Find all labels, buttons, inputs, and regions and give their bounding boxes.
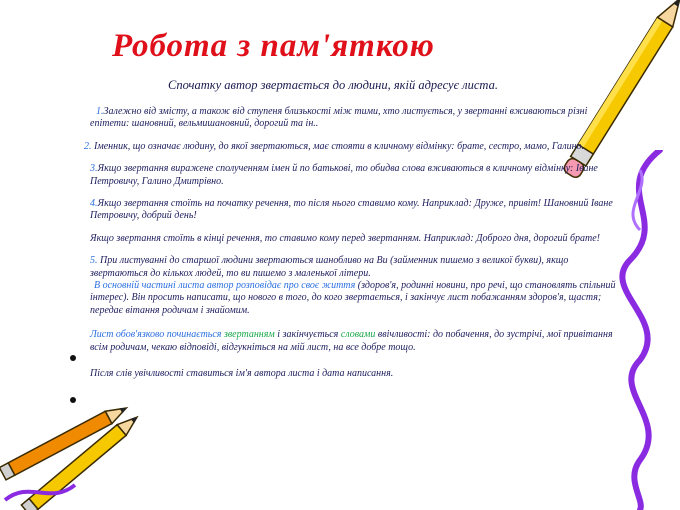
paragraph-number: 2. <box>84 140 92 152</box>
memo-paragraph-4b: Якщо звертання стоїть в кінці речення, то ставимо кому перед звертанням. Наприклад: Доброго дня, дорогий брате! <box>90 232 600 244</box>
memo-paragraph-7 <box>90 329 620 354</box>
paragraph-number: 3. <box>90 163 98 175</box>
memo-paragraph-5 <box>90 255 620 280</box>
paragraph-number: 1. <box>96 106 104 117</box>
slide-title: Робота з пам'яткою <box>112 28 435 64</box>
memo-paragraph-8: Після слів увічливості ставиться ім'я автора листа і дата написання. <box>90 368 394 380</box>
memo-paragraph-6 <box>90 280 620 317</box>
memo-paragraph-3 <box>90 163 620 188</box>
highlight-text: В основній частині листа автор розповідає про своє життя <box>94 280 356 292</box>
memo-paragraph-2 <box>84 141 620 153</box>
pencil-decor-bottom-left-icon <box>0 390 150 510</box>
bullet-icon <box>70 397 76 403</box>
memo-paragraph-4 <box>90 198 620 223</box>
highlight-word: словами <box>340 329 376 341</box>
paragraph-text: Якщо звертання стоїть на початку речення, то після нього ставимо кому. Наприклад: Друже, привіт! Шановний Іване Петровичу, добрий день! <box>90 198 613 222</box>
paragraph-text: Іменник, що означає людину, до якої звертаються, має стояти в кличному відмінку: брате, сестро, мамо, Галино. <box>91 140 585 152</box>
memo-body <box>84 106 620 391</box>
memo-paragraph-1 <box>90 106 620 131</box>
paragraph-text: (здоров'я, родинні новини, про речі, що становлять спільний інтерес). Він просить написати, що нового в того, до кого звертається, і закінчує лист побажанням здоров'я, щастя; передає вітання родичам і знайомим. <box>90 280 616 316</box>
paragraph-number: 4. <box>90 198 98 210</box>
paragraph-text: Якщо звертання виражене сполученням імен й по батькові, то обидва слова вживаються в кличному відмінку: Іване Петровичу, Галино Дмитрівно. <box>90 163 598 187</box>
paragraph-text: і закінчується <box>274 329 341 341</box>
paragraph-text: При листуванні до старшої людини звертаються шанобливо на Ви (займенник пишемо з великої букви), якщо звертаються до кількох людей, то ви пишемо з маленької літери. <box>90 255 569 279</box>
paragraph-number: 5. <box>90 255 98 267</box>
bullet-icon <box>70 355 76 361</box>
highlight-word: звертанням <box>223 329 275 341</box>
slide-subtitle: Спочатку автор звертається до людини, якій адресує листа. <box>168 78 498 92</box>
paragraph-text: Лист обов'язково починається <box>90 329 224 341</box>
paragraph-text: ввічливості: до побачення, до зустрічі, мої привітання всім родичам, чекаю відповіді, відгукніться на мій лист, на все добре тощо. <box>90 329 613 353</box>
paragraph-text: Залежно від змісту, а також від ступеня близькості між тими, хто листується, у звертанні вживаються різні епітети: шановний, вельмишановний, дорогий та ін.. <box>90 106 588 130</box>
